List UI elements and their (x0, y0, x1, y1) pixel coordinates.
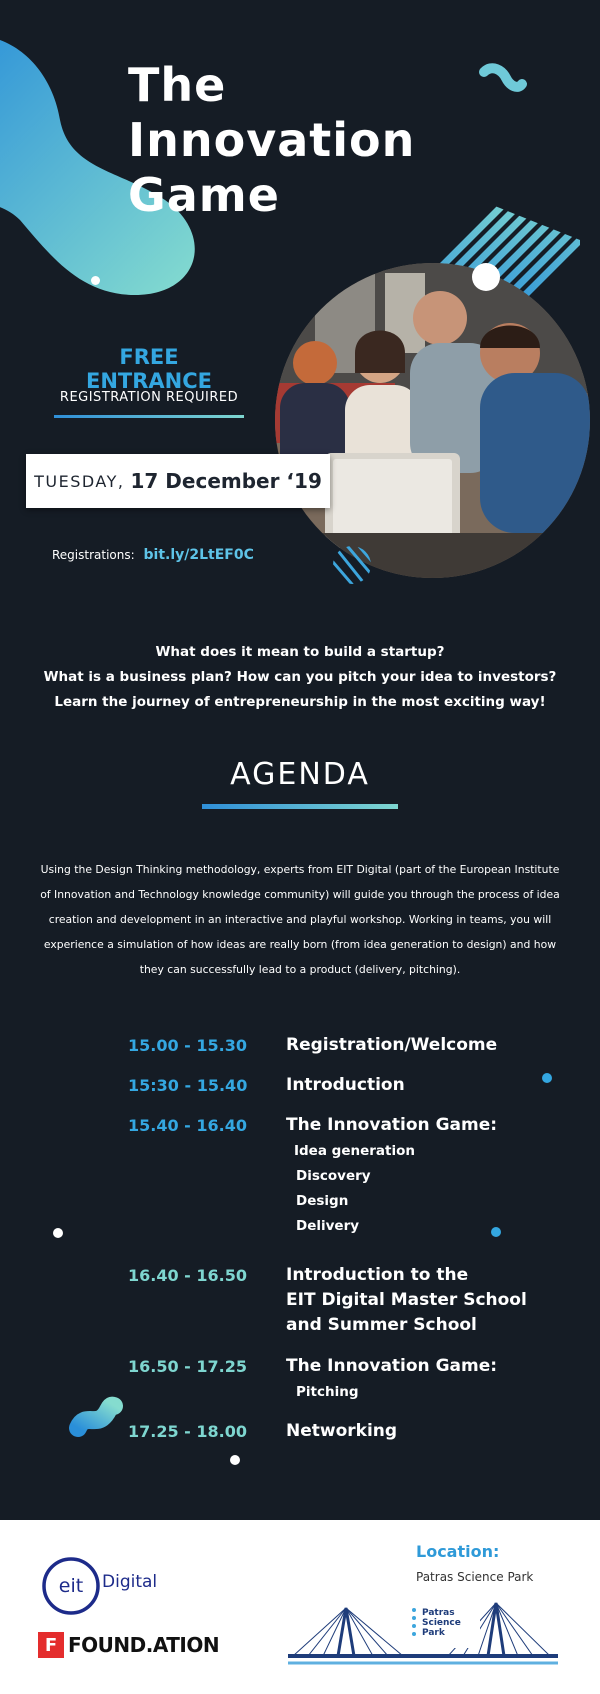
intro-line: What does it mean to build a startup? (155, 644, 445, 660)
intro-text (0, 640, 600, 715)
foundation-logo (38, 1632, 219, 1658)
decorative-dot (472, 263, 500, 291)
agenda-sub-item: Idea generation (294, 1143, 415, 1159)
date-weekday: TUESDAY, (34, 471, 125, 491)
agenda-time: 17.25 - 18.00 (128, 1422, 247, 1441)
foundation-text: FOUND.ATION (68, 1633, 220, 1657)
registration-required: REGISTRATION REQUIRED (59, 390, 239, 405)
event-title (128, 58, 415, 223)
psp-line: Science (422, 1618, 461, 1628)
decorative-squiggle (478, 60, 528, 100)
eit-mark: eit (58, 1575, 84, 1597)
decorative-dot (491, 1227, 501, 1237)
agenda-label: Introduction (286, 1075, 405, 1095)
agenda-label (286, 1263, 527, 1338)
psp-line: Park (422, 1628, 445, 1638)
agenda-sub-item: Pitching (296, 1384, 359, 1400)
agenda-label-line: Introduction to the (286, 1265, 469, 1285)
agenda-heading: AGENDA (230, 757, 370, 792)
title-line: Innovation (128, 113, 416, 167)
agenda-time: 15.40 - 16.40 (128, 1116, 247, 1135)
team-photo (275, 263, 590, 578)
foundation-icon: F (38, 1632, 64, 1658)
intro-line: Learn the journey of entrepreneurship in the most exciting way! (54, 694, 546, 710)
patras-science-park-logo (288, 1588, 558, 1678)
agenda-time: 15:30 - 15.40 (128, 1076, 248, 1095)
agenda-label: Registration/Welcome (286, 1035, 498, 1055)
divider-line (54, 415, 244, 418)
intro-line: What is a business plan? How can you pitch your idea to investors? (43, 669, 557, 685)
agenda-time: 16.40 - 16.50 (128, 1266, 247, 1285)
registrations-info (52, 547, 254, 563)
agenda-sub-item: Discovery (296, 1168, 371, 1184)
decorative-striped-circle (332, 545, 372, 585)
date-badge (26, 454, 330, 508)
agenda-label-line: EIT Digital Master School (286, 1290, 527, 1310)
registrations-label: Registrations: (52, 548, 135, 562)
decorative-dot (542, 1073, 552, 1083)
decorative-squiggle (68, 1396, 124, 1440)
agenda-time: 16.50 - 17.25 (128, 1357, 247, 1376)
free-entrance: FREE ENTRANCE (86, 345, 212, 393)
agenda-label: The Innovation Game: (286, 1356, 498, 1376)
registration-link[interactable]: bit.ly/2LtEF0C (143, 547, 254, 563)
decorative-dot (53, 1228, 63, 1238)
footer-sponsors (0, 1520, 600, 1694)
decorative-dot (91, 276, 100, 285)
agenda-description: Using the Design Thinking methodology, experts from EIT Digital (part of the European Institute of Innovation and Technology knowledge community) will guide you through the process of idea creation and development in an interactive and playful workshop. Working in teams, you will experience a simulation of how ideas are really born (from idea generation to design) and how they can successfully lead to a product (delivery, pitching). (40, 863, 560, 976)
decorative-dot (230, 1455, 240, 1465)
agenda-label: The Innovation Game: (286, 1115, 498, 1135)
agenda-divider (202, 804, 398, 809)
agenda-label-line: and Summer School (286, 1315, 477, 1335)
agenda-time: 15.00 - 15.30 (128, 1036, 247, 1055)
psp-line: Patras (422, 1608, 455, 1618)
agenda-sub-item: Design (296, 1193, 349, 1209)
agenda-sub-item: Delivery (296, 1218, 360, 1234)
title-line: The (128, 58, 227, 112)
date-value: 17 December ‘19 (130, 469, 322, 493)
eit-logo-icon (40, 1555, 102, 1617)
eit-digital-text: Digital (102, 1572, 158, 1592)
location-name: Patras Science Park (416, 1570, 534, 1584)
location-title: Location: (416, 1542, 500, 1561)
agenda-label: Networking (286, 1421, 398, 1441)
title-line: Game (128, 168, 280, 222)
